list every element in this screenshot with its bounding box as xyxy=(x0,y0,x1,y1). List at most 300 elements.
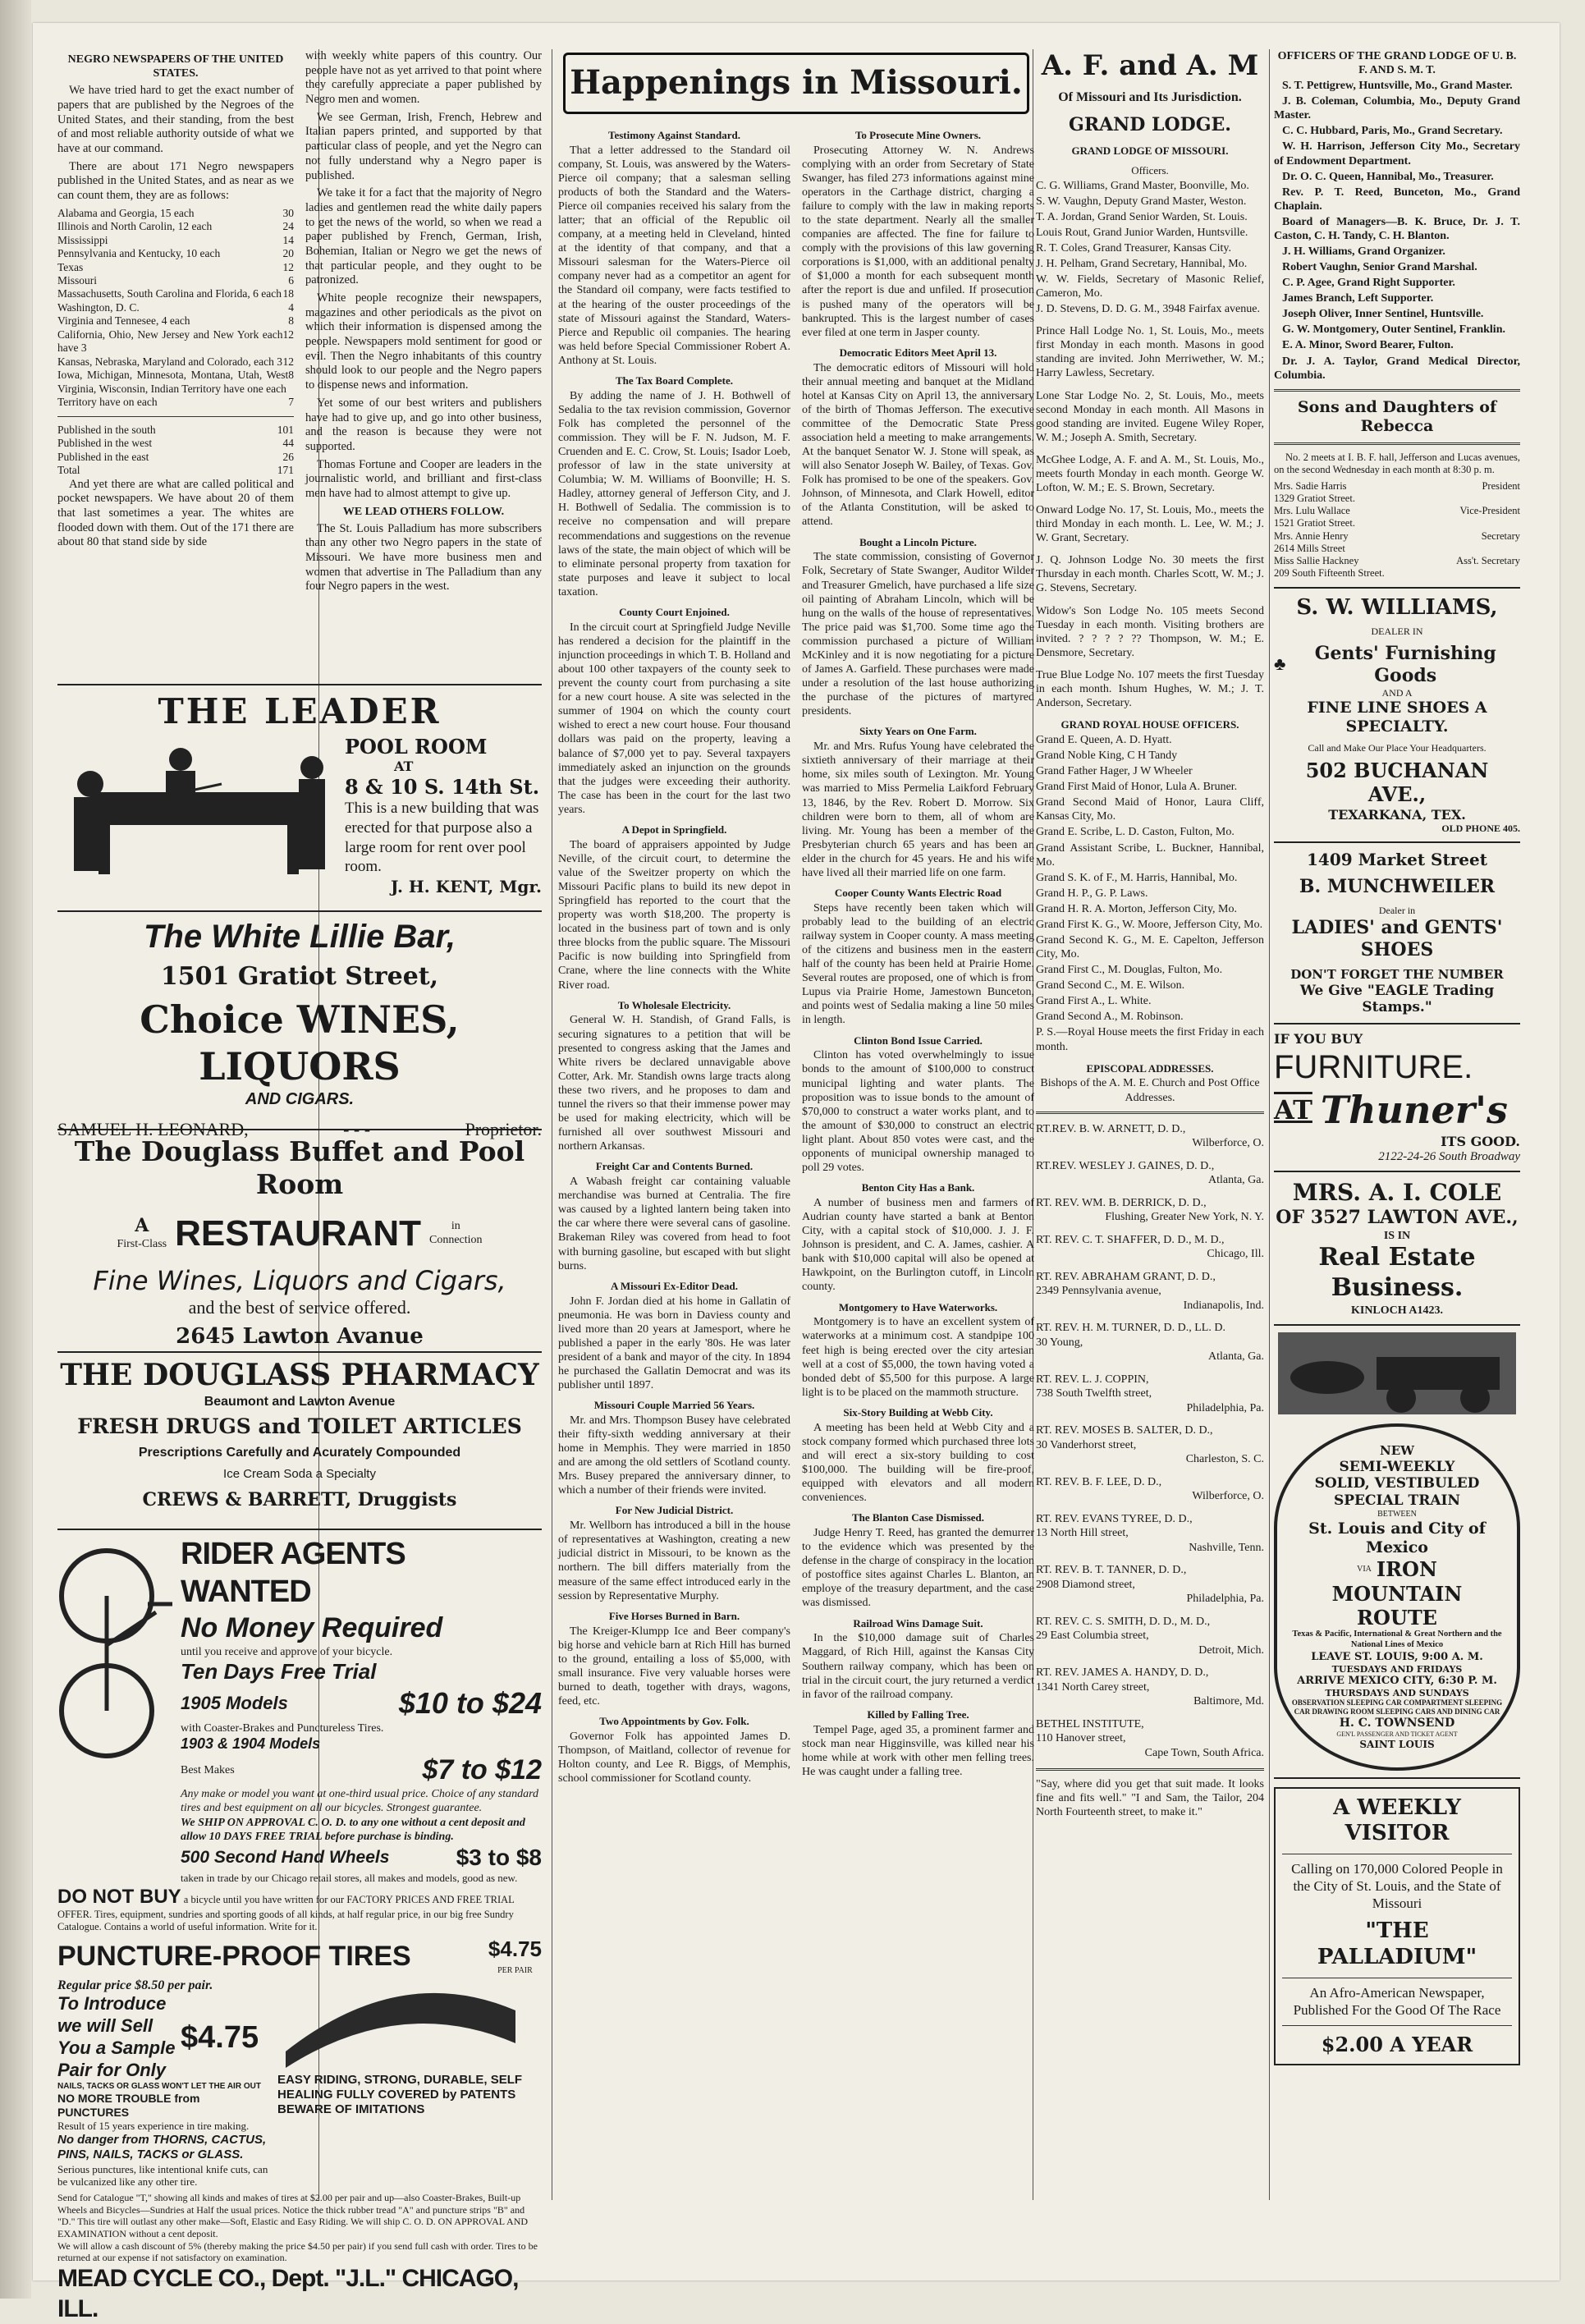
news-headline: For New Judicial District. xyxy=(615,1504,734,1517)
stat-row xyxy=(57,247,294,260)
royal-officer: Grand Second K. G., M. E. Capelton, Jefferson City, Mo. xyxy=(1036,933,1264,961)
rebecca-role: Vice-President xyxy=(1459,505,1520,517)
cole-ad xyxy=(1274,1172,1520,1325)
rebecca-role: Secretary xyxy=(1481,529,1520,542)
cole-is-in: IS IN xyxy=(1383,1230,1411,1243)
episcopal-heading: EPISCOPAL ADDRESSES. xyxy=(1086,1061,1214,1075)
royal-officer: Grand Father Hager, J W Wheeler xyxy=(1036,765,1193,778)
bishops-list xyxy=(1036,1122,1264,1761)
lodge-heading: GRAND LODGE OF MISSOURI. xyxy=(1071,144,1229,157)
udf-heading: OFFICERS OF THE GRAND LODGE OF U. B. F. AND S. M. T. xyxy=(1277,50,1517,77)
news-headline: The Tax Board Complete. xyxy=(615,374,733,387)
stat-label: Mississippi xyxy=(57,233,108,246)
shoe-icon: ♣ xyxy=(1274,653,1286,675)
train-arrive: ARRIVE MEXICO CITY, 6:30 P. M. xyxy=(1297,1675,1497,1688)
rider-trial: Ten Days Free Trial xyxy=(181,1659,377,1685)
stat-label: Massachusetts, South Carolina and Florida, 6 each xyxy=(57,287,282,300)
train-mountain: MOUNTAIN xyxy=(1331,1581,1463,1606)
buffet-connection: Connection xyxy=(428,1234,483,1247)
rebecca-name: 1329 Gratiot Street. xyxy=(1274,492,1355,504)
tailor-quote: "Say, where did you get that suit made. It looks fine and fits well." "I and Sam, the Tailor, 204 North Fourteenth street, to make it." xyxy=(1036,1778,1264,1819)
rebecca-row xyxy=(1274,530,1520,543)
news-headline: Missouri Couple Married 56 Years. xyxy=(593,1399,755,1412)
bishop-address: 110 Hanover street, xyxy=(1036,1732,1126,1745)
royal-heading: GRAND ROYAL HOUSE OFFICERS. xyxy=(1060,718,1239,731)
rider-company: MEAD CYCLE CO., Dept. "J.L." CHICAGO, ILL. xyxy=(57,2264,519,2322)
bishop-entry xyxy=(1036,1666,1264,1709)
stat-value: 30 xyxy=(282,206,294,219)
article-text: Yet some of our best writers and publishers have had to give up, and go into other business, and the reason is because they were not supported. xyxy=(305,396,542,453)
bishop-entry xyxy=(1036,1270,1264,1313)
udf-officer: Dr. J. A. Taylor, Grand Medical Director, Columbia. xyxy=(1274,355,1520,382)
pharmacy-prescriptions: Prescriptions Carefully and Acurately Compounded xyxy=(138,1445,461,1460)
bishop-entry xyxy=(1036,1423,1264,1467)
lodge-entry: J. Q. Johnson Lodge No. 30 meets the first Thursday in each month. Charles Scott, W. M.; J. G. Stevens, Secretary. xyxy=(1036,554,1264,595)
puncture-title: PUNCTURE-PROOF TIRES xyxy=(57,1941,411,1973)
sample-price: $4.75 xyxy=(181,2019,259,2055)
rebecca-row xyxy=(1274,493,1520,505)
bishop-city: Baltimore, Md. xyxy=(1193,1695,1264,1708)
column-3 xyxy=(1036,49,1264,2200)
udf-officer: James Branch, Left Supporter. xyxy=(1282,292,1434,305)
leader-name: THE LEADER xyxy=(158,691,442,731)
leader-sig: J. H. KENT, Mgr. xyxy=(391,877,542,897)
bishop-entry xyxy=(1036,1563,1264,1607)
officers-list xyxy=(1036,179,1264,317)
stat-label: Iowa, Michigan, Minnesota, Montana, Utah, West Virginia, Wisconsin, Indian Territory have one each xyxy=(57,369,289,395)
pharmacy-name: THE DOUGLASS PHARMACY xyxy=(60,1358,539,1392)
leader-line: 8 & 10 S. 14th St. xyxy=(345,774,540,799)
udf-officer: J. H. Williams, Grand Organizer. xyxy=(1282,245,1445,259)
williams-shoes: FINE LINE SHOES A SPECIALTY. xyxy=(1307,699,1487,736)
rebecca-row xyxy=(1274,567,1520,580)
royal-officer: Grand Second C., M. E. Wilson. xyxy=(1036,979,1185,992)
news-headline: Cooper County Wants Electric Road xyxy=(834,886,1002,899)
udf-officers-list xyxy=(1274,79,1520,383)
pharmacy-drugs: FRESH DRUGS and TOILET ARTICLES xyxy=(77,1414,522,1439)
bishop-city: Philadelphia, Pa. xyxy=(1186,1593,1264,1606)
news-headline: A Depot in Springfield. xyxy=(621,823,727,836)
bishop-entry xyxy=(1036,1615,1264,1658)
rider-text: NAILS, TACKS OR GLASS WON'T LET THE AIR OUT xyxy=(57,2081,261,2091)
rider-agents-ad xyxy=(57,1529,542,2322)
news-text: John F. Jordan died at his home in Gallatin of pneumonia. He was born in Daviess county and lived more than 20 years at Jamesport, where he published a paper in the early '80s. He was later president of a bank and mayor of the city. In 1894 he purchased the Gallatin Democrat and was its publisher until 1897. xyxy=(558,1295,790,1391)
cole-of: OF 3527 LAWTON AVE., xyxy=(1276,1207,1519,1229)
cole-name: MRS. A. I. COLE xyxy=(1292,1179,1502,1207)
rebecca-name: Miss Sallie Hackney xyxy=(1274,555,1359,567)
lodge-entry: McGhee Lodge, A. F. and A. M., St. Louis, Mo., meets fourth Monday in each month. George W. Lofton, W. M.; E. S. Brown, Secretary. xyxy=(1036,453,1264,495)
bishop-city: Nashville, Tenn. xyxy=(1189,1541,1264,1554)
stat-value: 101 xyxy=(277,423,294,436)
bishop-address: 2349 Pennsylvania avenue, xyxy=(1036,1285,1161,1298)
rider-text: We will allow a cash discount of 5% (thereby making the price $4.50 per pair) if you send full cash with order. Tires to be returned at our expense if not satisfactory on examination. xyxy=(57,2239,538,2264)
rebecca-row xyxy=(1274,517,1520,529)
news-headline: To Wholesale Electricity. xyxy=(617,998,731,1011)
bishop-city: Detroit, Mich. xyxy=(1198,1643,1264,1657)
visitor-title: A WEEKLY VISITOR xyxy=(1333,1795,1461,1846)
buffet-in: in xyxy=(451,1220,460,1233)
visitor-price: $2.00 A YEAR xyxy=(1321,2033,1473,2057)
stat-value: 44 xyxy=(282,437,294,450)
stat-value: 8 xyxy=(288,314,294,328)
officer-entry: Louis Rout, Grand Junior Warden, Huntsville. xyxy=(1036,226,1248,239)
udf-officer: Robert Vaughn, Senior Grand Marshal. xyxy=(1282,261,1477,274)
bishop-city: Chicago, Ill. xyxy=(1207,1248,1264,1261)
udf-officer: Board of Managers—B. K. Bruce, Dr. J. T. Caston, C. H. Tandy, C. H. Blanton. xyxy=(1274,215,1520,242)
weekly-visitor-ad xyxy=(1274,1787,1520,2065)
news-text: Mr. and Mrs. Rufus Young have celebrated the sixtieth anniversary of their marriage at their home, six miles south of Lexington. Mr. Young was married to Miss Permelia Laikford February 13, 1846, by the Rev. Robert D. Morrow. Six children were born to them, all of whom are living. Mr. Young has been a member of the Presbyterian church 65 years and has been an elder in the church for 45 years. He and his wife have lived all their married life on one farm. xyxy=(802,740,1034,879)
rider-introduce: To Introduce we will Sell You a Sample Pair for Only xyxy=(57,1993,176,2080)
rider-text: No danger from THORNS, CACTUS, PINS, NAILS, TACKS or GLASS. xyxy=(57,2132,267,2162)
stat-value: 14 xyxy=(282,233,294,246)
rebecca-list xyxy=(1274,480,1520,580)
stat-label: Pennsylvania and Kentucky, 10 each xyxy=(57,247,221,260)
officer-entry: T. A. Jordan, Grand Senior Warden, St. Louis. xyxy=(1036,210,1248,223)
stat-label: Total xyxy=(57,464,80,477)
article-text: We take it for a fact that the majority of Negro ladies and gentlemen read the white daily papers to get the news of the world, so when we read a paper published by French, German, Irish, Bohemian, Italian or Negro we get the news of that particular people, and they ought to be patronized. xyxy=(305,186,542,287)
train-iron: IRON xyxy=(1376,1557,1437,1582)
news-headline: County Court Enjoined. xyxy=(619,605,730,618)
udf-officer: W. H. Harrison, Jefferson City Mo., Secretary of Endowment Department. xyxy=(1274,140,1520,167)
news-text: Mr. Wellborn has introduced a bill in the house of representatives at Washington, creating a new judicial district in Missouri, to be known as the northern. The bill differs materially from the measure of the same effect introduced early in the session by Representative Murphy. xyxy=(558,1520,790,1602)
rider-text: Result of 15 years experience in tire making. xyxy=(57,2120,250,2133)
visitor-desc: An Afro-American Newspaper, Published For the Good Of The Race xyxy=(1293,1984,1501,2018)
officer-entry: J. H. Pelham, Grand Secretary, Hannibal, Mo. xyxy=(1036,257,1248,270)
royal-officer: Grand H. P., G. P. Laws. xyxy=(1036,887,1148,900)
rider-features: EASY RIDING, STRONG, DURABLE, SELF HEALING FULLY COVERED by PATENTS BEWARE OF IMITATIONS xyxy=(277,2072,523,2117)
stat-value: 12 xyxy=(282,260,294,273)
news-headline: Montgomery to Have Waterworks. xyxy=(838,1300,998,1313)
williams-call: Call and Make Our Place Your Headquarters. xyxy=(1308,741,1487,754)
bishop-entry xyxy=(1036,1196,1264,1225)
bishop-address: 1341 North Carey street, xyxy=(1036,1680,1150,1694)
royal-officer: P. S.—Royal House meets the first Friday in each month. xyxy=(1036,1026,1264,1053)
rebecca-name: Mrs. Sadie Harris xyxy=(1274,479,1347,492)
per-pair: PER PAIR xyxy=(497,1966,533,1976)
royal-officer: Grand Second A., M. Robinson. xyxy=(1036,1011,1184,1024)
column-4 xyxy=(1274,49,1520,2200)
stat-label: Kansas, Nebraska, Maryland and Colorado, each 3 xyxy=(57,355,283,368)
rider-text: Any make or model you want at one-third usual price. Choice of any standard tires and best equipment on all our bicycles. Strongest guarantee. xyxy=(181,1788,539,1815)
train-agent: H. C. TOWNSEND xyxy=(1339,1717,1455,1730)
royal-officer: Grand Assistant Scribe, L. Buckner, Hannibal, Mo. xyxy=(1036,841,1264,869)
stat-value: 18 xyxy=(282,287,294,300)
rider-text: Regular price $8.50 per pair. xyxy=(57,1978,213,1992)
leader-ad xyxy=(57,684,542,904)
bishop-city: Wilberforce, O. xyxy=(1192,1137,1264,1150)
article-text: We have tried hard to get the exact number of papers that are published by the Negroes of the United States, and their standing, from the best of and most reliable authority outside of what we have at our command. xyxy=(57,84,294,155)
train-leave: LEAVE ST. LOUIS, 9:00 A. M. xyxy=(1311,1650,1483,1663)
visitor-body: Calling on 170,000 Colored People in the City of St. Louis, and the State of Missouri xyxy=(1291,1861,1503,1911)
stat-row xyxy=(57,424,294,437)
rebecca-row xyxy=(1274,480,1520,493)
section-title: Happenings in Missouri. xyxy=(563,53,1029,114)
bishop-entry xyxy=(1036,1717,1264,1761)
leader-line: POOL ROOM xyxy=(345,735,488,759)
munchweiler-ad xyxy=(1274,843,1520,1024)
royal-officer: Grand First A., L. White. xyxy=(1036,995,1152,1008)
williams-address: 502 BUCHANAN AVE., xyxy=(1305,759,1489,807)
rider-text: with Coaster-Brakes and Punctureless Tires. xyxy=(181,1721,384,1735)
train-solid: SOLID, VESTIBULED xyxy=(1314,1475,1480,1492)
news-headline: A Missouri Ex-Editor Dead. xyxy=(610,1279,739,1292)
news-headline: Benton City Has a Bank. xyxy=(861,1181,975,1194)
train-via: VIA xyxy=(1357,1564,1372,1574)
grand-lodge-heading: GRAND LODGE. xyxy=(1069,113,1231,135)
train-days: THURSDAYS AND SUNDAYS xyxy=(1325,1687,1469,1698)
stat-row xyxy=(57,234,294,247)
bishop-name: RT. REV. B. T. TANNER, D. D., xyxy=(1036,1564,1187,1577)
rider-text: Serious punctures, like intentional knife cuts, can be vulcanized like any other tire. xyxy=(57,2162,268,2189)
bishop-address: 2908 Diamond street, xyxy=(1036,1578,1135,1591)
stat-label: Published in the south xyxy=(57,423,156,436)
rider-title: RIDER AGENTS WANTED xyxy=(181,1537,405,1610)
news-headline: Five Horses Burned in Barn. xyxy=(608,1609,740,1622)
news-text: Judge Henry T. Reed, has granted the demurrer to the evidence which was presented by the defense in the charge of conspiracy in the location of postoffice sites against Charles L. Blanton, an employe of the treasury department, and the case was dismissed. xyxy=(802,1527,1034,1610)
news-text: By adding the name of J. H. Bothwell of Sedalia to the tax revision commission, Governor Folk has completed the personnel of the commission. They will be F. N. Judson, M. F. Cruenden and E. C. Crow, St. Louis; Isador Loeb, professor of law in the state university at Columbia; W. M. Williams of Boonville; H. S. Hadley, attorney general of Jefferson City, and J. H. Bothwell of Sedalia. The commission is to receive no compensation and will prepare recommendations and suggestions on the revenue laws of the state, the main object of which will be to eliminate personal property from taxation for state purposes and leave it subject to local taxation. xyxy=(558,389,790,598)
news-text: In the circuit court at Springfield Judge Neville has rendered a decision for the plaintiff in the injunction proceedings in which T. B. Holland and about 100 other taxpayers of the county seek to prevent the county court from purchasing a site for a new court house. A site was selected in the summer of 1904 on which the county court wished to erect a new court house. Four thousand dollars was paid on the property, leaving a balance of $7,000 yet to pay. Several taxpayers immediately asked an injunction on the grounds that the judges were exceeding their authority. The case has been in the court for the last two years. xyxy=(558,621,790,816)
column-2 xyxy=(558,49,1034,2200)
bishop-name: BETHEL INSTITUTE, xyxy=(1036,1717,1144,1730)
buffet-first-class: First-Class xyxy=(117,1238,167,1251)
bishop-name: RT. REV. H. M. TURNER, D. D., LL. D. xyxy=(1036,1322,1225,1335)
royal-list xyxy=(1036,733,1264,1054)
news-text: In the $10,000 damage suit of Charles Maggard, of Rich Hill, against the Kansas City Southern railway company, which has been on trial in the circuit court, the jury returned a verdict in favor of the railroad company. xyxy=(802,1632,1034,1701)
lodge-entry: Onward Lodge No. 17, St. Louis, Mo., meets the third Monday in each month. L. Lee, W. M.; J. W. Grant, Secretary. xyxy=(1036,504,1264,545)
train-semi: SEMI-WEEKLY xyxy=(1339,1458,1455,1475)
visitor-paper: "THE PALLADIUM" xyxy=(1317,1918,1477,1970)
train-cities: St. Louis and City of Mexico xyxy=(1308,1520,1486,1557)
royal-officer: Grand H. R. A. Morton, Jefferson City, Mo. xyxy=(1036,902,1237,915)
rider-text: until you receive and approve of your bicycle. xyxy=(181,1646,393,1659)
stat-label: Alabama and Georgia, 15 each xyxy=(57,206,195,219)
stat-label: Illinois and North Carolin, 12 each xyxy=(57,220,213,233)
rider-models: 1905 Models xyxy=(181,1692,288,1713)
proprietor-dash: - - - xyxy=(343,1119,371,1139)
news-headline: Sixty Years on One Farm. xyxy=(859,725,977,738)
bishop-entry xyxy=(1036,1159,1264,1188)
officer-entry: W. W. Fields, Secretary of Masonic Relief, Cameron, Mo. xyxy=(1036,273,1264,300)
pharmacy-owners: CREWS & BARRETT, Druggists xyxy=(142,1488,457,1510)
rider-text: a bicycle until you have written for our FACTORY PRICES AND FREE TRIAL OFFER. Tires, equipment, sundries and sporting goods of all kinds, at half regular price, in our big free Sundry Catalogue. Contains a world of useful information. Write for it. xyxy=(57,1893,515,1933)
udf-officer: E. A. Minor, Sword Bearer, Fulton. xyxy=(1282,339,1454,352)
lodge-entry: True Blue Lodge No. 107 meets the first Tuesday in each month. Ishum Hughes, W. M.; J. T. Anderson, Secretary. xyxy=(1036,668,1264,710)
negro-papers-article-cont xyxy=(305,49,542,677)
lodge-entry: Lone Star Lodge No. 2, St. Louis, Mo., meets second Monday in each month. All Masons in good standing are invited. Eugene Wiley Roper, W. M.; Joseph A. Smith, Secretary. xyxy=(1036,389,1264,444)
stat-label: Published in the west xyxy=(57,437,153,450)
bishop-city: Atlanta, Ga. xyxy=(1207,1174,1264,1187)
rider-models: 1903 & 1904 Models xyxy=(181,1735,321,1752)
munch-shoes: LADIES' and GENTS' SHOES xyxy=(1291,916,1503,960)
stat-row xyxy=(57,437,294,450)
stat-label: Washington, D. C. xyxy=(57,300,140,314)
rebecca-intro: No. 2 meets at I. B. F. hall, Jefferson and Lucas avenues, on the second Wednesday in each month at 8:30 p. m. xyxy=(1274,452,1520,476)
royal-officer: Grand Noble King, C H Tandy xyxy=(1036,749,1178,763)
thuner-address: 2122-24-26 South Broadway xyxy=(1378,1150,1520,1164)
udf-officer: C. C. Hubbard, Paris, Mo., Grand Secretary. xyxy=(1282,125,1503,138)
stat-row xyxy=(57,207,294,220)
stat-label: Virginia and Tennesee, 4 each xyxy=(57,314,190,328)
news-headline: Two Appointments by Gov. Folk. xyxy=(599,1715,749,1728)
thuner-its: ITS GOOD. xyxy=(1441,1133,1520,1149)
buffet-restaurant: RESTAURANT xyxy=(175,1212,421,1254)
news-text: The board of appraisers appointed by Judge Neville, of the circuit court, to determine the value of the Sweitzer property on which the Missouri Pacific plans to build its new depot in Springfield has reported to the court that the property was worth $18,200. The property is located in the business part of town and is only three blocks from the public square. The Missouri Pacific is now building into Springfield from Crane, where the line connects with the White River road. xyxy=(558,838,790,992)
stat-value: 24 xyxy=(282,220,294,233)
bishop-city: Cape Town, South Africa. xyxy=(1144,1746,1264,1759)
royal-officer: Grand E. Scribe, L. D. Caston, Fulton, Mo. xyxy=(1036,826,1235,839)
rebecca-name: Mrs. Lulu Wallace xyxy=(1274,505,1350,517)
stat-value: 7 xyxy=(288,396,294,409)
officer-entry: S. W. Vaughn, Deputy Grand Master, Weston. xyxy=(1036,195,1247,208)
officers-label: Officers. xyxy=(1131,163,1169,176)
buffet-best: and the best of service offered. xyxy=(188,1297,411,1318)
bishop-city: Philadelphia, Pa. xyxy=(1186,1401,1264,1414)
white-lillie-ad xyxy=(57,910,542,1139)
stat-row xyxy=(57,328,294,355)
news-text: Tempel Page, aged 35, a prominent farmer and stock man near Higginsville, was killed near his home while at work with other men felling trees. He was caught under a falling tree. xyxy=(802,1723,1034,1778)
bishop-name: RT.REV. WESLEY J. GAINES, D. D., xyxy=(1036,1159,1215,1172)
news-headline: Bought a Lincoln Picture. xyxy=(859,535,977,548)
article-text: We see German, Irish, French, Hebrew and Italian papers printed, and supported by that particular class of people, and yet the Negro can not fully understand why a Negro paper is published. xyxy=(305,110,542,182)
rebecca-row xyxy=(1274,505,1520,517)
article-text: There are about 171 Negro newspapers published in the United States, and as near as we can count them, they are as follows: xyxy=(57,159,294,202)
news-headline: Democratic Editors Meet April 13. xyxy=(839,346,997,359)
munch-name: B. MUNCHWEILER xyxy=(1299,876,1496,898)
bishop-entry xyxy=(1036,1373,1264,1416)
news-text: Mr. and Mrs. Thompson Busey have celebrated their fifty-sixth wedding anniversary at their home in Memphis. They were married in 1850 and are among the old settlers of Scotland county. Mrs. Busey prepared the anniversary dinner, to which a number of their friends were invited. xyxy=(558,1414,790,1497)
train-between: BETWEEN xyxy=(1377,1509,1417,1519)
munch-address: 1409 Market Street xyxy=(1307,849,1487,869)
williams-name: S. W. WILLIAMS, xyxy=(1296,594,1498,620)
train-cars: OBSERVATION SLEEPING CAR COMPARTMENT SLEEPING CAR DRAWING ROOM SLEEPING CARS AND DINING CAR xyxy=(1291,1698,1503,1717)
bar-cigars: AND CIGARS. xyxy=(245,1089,355,1108)
news-text: The state commission, consisting of Governor Folk, Secretary of State Swanger, Auditor Wilder and Treasurer Gmelich, have purchased a life size oil painting of Abraham Lincoln, which will be hung on the walls of the house of representatives. The price paid was $1,700. Some time ago the commission purchased a picture of William McKinley and it is now negotiating for a picture of James A. Garfield. These purchases were made under a resolution of the last house authorizing the purchase of the pictures of martyred presidents. xyxy=(802,551,1034,718)
munch-stamps: We Give "EAGLE Trading Stamps." xyxy=(1299,982,1495,1016)
rider-text: taken in trade by our Chicago retail stores, all makes and models, good as new. xyxy=(181,1871,518,1884)
stat-row xyxy=(57,220,294,233)
news-headline: Killed by Falling Tree. xyxy=(867,1707,969,1721)
news-text: The democratic editors of Missouri will hold their annual meeting and banquet at the Midland hotel at Kansas City on April 13, the anniversary of the birth of Thomas Jefferson. The executive committee of the Democratic State Press association held a meeting to make arrangements. At the banquet Senator W. J. Stone will speak, as will also Senator Joseph W. Bailey, of Texas. Gov. Folk has promised to be one of the speakers. Gov. Johnson, of Minnesota, and Clark Howell, editor of the Atlanta Constitution, will be asked to attend. xyxy=(802,361,1034,529)
bishop-city: Indianapolis, Ind. xyxy=(1183,1299,1264,1312)
news-text: A Wabash freight car containing valuable merchandise was burned at Centralia. The fire was caused by a lighted lantern being taken into the car where there were several cans of gasoline. Brakeman Riley was covered from head to foot with burning gasoline, but escaped with but slight burns. xyxy=(558,1176,790,1272)
pharmacy-location: Beaumont and Lawton Avenue xyxy=(204,1394,396,1409)
bishop-name: RT. REV. C. S. SMITH, D. D., M. D., xyxy=(1036,1615,1211,1628)
article-text: The St. Louis Palladium has more subscribers than any other two Negro papers in the state of Missouri. We have more business men and women that advertise in The Palladium than any four Negro papers in the west. xyxy=(305,521,542,594)
thuner-furniture: FURNITURE. xyxy=(1274,1048,1473,1085)
stat-value: 4 xyxy=(288,300,294,314)
news-text: Steps have recently been taken which will probably lead to the building of an electric railway system in Cooper county. A mass meeting of the citizens and business men in the eastern half of the county has been held at Prairie Home. Several routes are proposed, one of which is from Lupus via Prairie Home, Jamestown Bunceton, and points west of Sedalia making a line 50 miles in length. xyxy=(802,901,1034,1027)
williams-ad xyxy=(1274,587,1520,843)
douglass-buffet-ad xyxy=(57,1129,542,1350)
rebecca-name: 209 South Fifteenth Street. xyxy=(1274,567,1385,580)
bishop-name: RT. REV. C. T. SHAFFER, D. D., M. D., xyxy=(1036,1233,1225,1246)
thuner-name: Thuner's xyxy=(1320,1088,1508,1133)
episcopal-sub: Bishops of the A. M. E. Church and Post Office Addresses. xyxy=(1040,1077,1260,1104)
udf-officer: G. W. Montgomery, Outer Sentinel, Franklin. xyxy=(1282,323,1505,337)
rider-subtitle: No Money Required xyxy=(181,1611,443,1643)
pharmacy-ad xyxy=(57,1351,542,1522)
news-headline: Six-Story Building at Webb City. xyxy=(843,1405,993,1419)
stat-row xyxy=(57,274,294,287)
rebecca-row xyxy=(1274,543,1520,555)
officer-entry: R. T. Coles, Grand Treasurer, Kansas City. xyxy=(1036,241,1231,254)
article-heading: NEGRO NEWSPAPERS OF THE UNITED STATES. xyxy=(67,53,284,80)
news-text: A number of business men and farmers of Audrian county have started a bank at Benton City, with a capital stock of $10,000. J. J. F. Johnson is president, and C. A. James, cashier. A bank with $10,000 capital will also be opened at Hawkpoint, on the Burlington cutoff, in Lincoln county. xyxy=(802,1196,1034,1294)
stat-value: 20 xyxy=(282,247,294,260)
bishop-address: 30 Vanderhorst street, xyxy=(1036,1438,1137,1451)
summary-list xyxy=(57,424,294,478)
williams-city: TEXARKANA, TEX. xyxy=(1328,806,1466,823)
bishop-entry xyxy=(1036,1233,1264,1262)
rebecca-row xyxy=(1274,555,1520,567)
bishop-entry xyxy=(1036,1321,1264,1364)
train-new: NEW xyxy=(1380,1443,1414,1459)
stat-value: 8 xyxy=(288,369,294,382)
rebecca-role: President xyxy=(1482,479,1520,492)
iron-mountain-ad xyxy=(1274,1326,1520,1779)
article-heading: WE LEAD OTHERS FOLLOW. xyxy=(342,505,505,518)
stat-row xyxy=(57,261,294,274)
bishop-entry xyxy=(1036,1512,1264,1556)
stat-value: 12 xyxy=(282,328,294,341)
udf-officer: J. B. Coleman, Columbia, Mo., Deputy Grand Master. xyxy=(1274,95,1520,122)
column-1 xyxy=(57,49,542,2322)
rider-text: We SHIP ON APPROVAL C. O. D. to any one without a cent deposit and allow 10 DAYS FREE TRIAL before purchase is binding. xyxy=(181,1816,525,1843)
stat-value: 26 xyxy=(282,450,294,463)
news-text: That a letter addressed to the Standard oil company, St. Louis, was answered by the Waters-Pierce oil company; that a salesman selling products of both the Standard and the Waters-Pierce oil companies received his salary from the latter; that an official of the Republic oil company, at a meeting held in Cleveland, hinted at the identity of that company, and that a Missouri salesman for the Waters-Pierce oil company never had as a competitor an agent for the Standard oil company, were facts testified to at the hearing of the ouster proceedings of the state of Missouri against the Standard, Waters-Pierce and Republic oil companies. The hearing was held before Special Commissioner Robert A. Anthony at St. Louis. xyxy=(558,144,790,367)
news-column-left xyxy=(558,122,790,1789)
news-text: A meeting has been held at Webb City and a stock company formed which purchased three lots and will erect a six-story building to cost $100,000. The building will be fire-proof, equipped with elevators and all modern conveniences. xyxy=(802,1421,1034,1505)
stat-row xyxy=(57,287,294,300)
bishop-name: RT. REV. JAMES A. HANDY, D. D., xyxy=(1036,1666,1209,1680)
cole-business: Real Estate Business. xyxy=(1318,1243,1476,1302)
williams-goods: Gents' Furnishing Goods xyxy=(1314,642,1496,686)
buffet-address: 2645 Lawton Avanue xyxy=(176,1324,424,1350)
williams-phone: OLD PHONE 405. xyxy=(1441,823,1520,835)
rebecca-name: 1521 Gratiot Street. xyxy=(1274,517,1355,529)
stat-row xyxy=(57,464,294,477)
pharmacy-soda: Ice Cream Soda a Specialty xyxy=(223,1467,376,1482)
udf-officer: Rev. P. T. Reed, Bunceton, Mo., Grand Chaplain. xyxy=(1274,186,1520,213)
train-agent-city: SAINT LOUIS xyxy=(1359,1739,1435,1751)
stat-row xyxy=(57,314,294,328)
bishop-address: 29 East Columbia street, xyxy=(1036,1630,1149,1643)
train-special: SPECIAL TRAIN xyxy=(1333,1492,1461,1510)
rebecca-name: 2614 Mills Street xyxy=(1274,542,1345,554)
rider-text: Best Makes xyxy=(181,1764,235,1777)
royal-officer: Grand First C., M. Douglas, Fulton, Mo. xyxy=(1036,964,1223,977)
news-text: General W. H. Standish, of Grand Falls, is securing signatures to a petition that will be presented to congress asking that the James and White rivers be declared unnavigable above Cotter, Ark. Mr. Standish owns large tracts along these two rivers, and he proposes to dam and tunnel the rivers so that their immense power may be used for making electricity, which will be furnished all over southwest Missouri and northern Arkansas. xyxy=(558,1014,790,1153)
bishop-name: RT. REV. ABRAHAM GRANT, D. D., xyxy=(1036,1270,1216,1283)
negro-papers-article xyxy=(57,49,294,677)
train-route: ROUTE xyxy=(1357,1605,1437,1630)
bishop-name: RT. REV. B. F. LEE, D. D., xyxy=(1036,1475,1162,1488)
rider-price: $10 to $24 xyxy=(398,1685,542,1720)
stat-value: 6 xyxy=(288,274,294,286)
rider-text: NO MORE TROUBLE from PUNCTURES xyxy=(57,2091,200,2119)
rider-price: $7 to $12 xyxy=(422,1753,542,1785)
news-headline: To Prosecute Mine Owners. xyxy=(854,128,982,141)
stat-row xyxy=(57,369,294,396)
thuner-at: AT xyxy=(1274,1093,1312,1125)
stats-list xyxy=(57,207,294,410)
officer-entry: C. G. Williams, Grand Master, Boonville, Mo. xyxy=(1036,179,1249,192)
royal-officer: Grand First K. G., W. Moore, Jefferson City, Mo. xyxy=(1036,918,1263,931)
munch-dealer: Dealer in xyxy=(1378,905,1416,917)
article-text: White people recognize their newspapers, magazines and other periodicals as the pivot on which their information is dispensed among the people. Newspapers mold sentiment for good or evil. Then the Negro inhabitants of this country should look to our people and the Negro papers to dispense news and information. xyxy=(305,291,542,392)
page-gutter xyxy=(0,0,31,2299)
news-text: Montgomery is to have an excellent system of waterworks at a minimum cost. A standpipe 100 feet high is being erected over the city artesian well at a cost of $5,000, the town having voted a bonded debt of $5,500 for this purpose. A large light is to be placed on the mammoth structure. xyxy=(802,1316,1034,1399)
